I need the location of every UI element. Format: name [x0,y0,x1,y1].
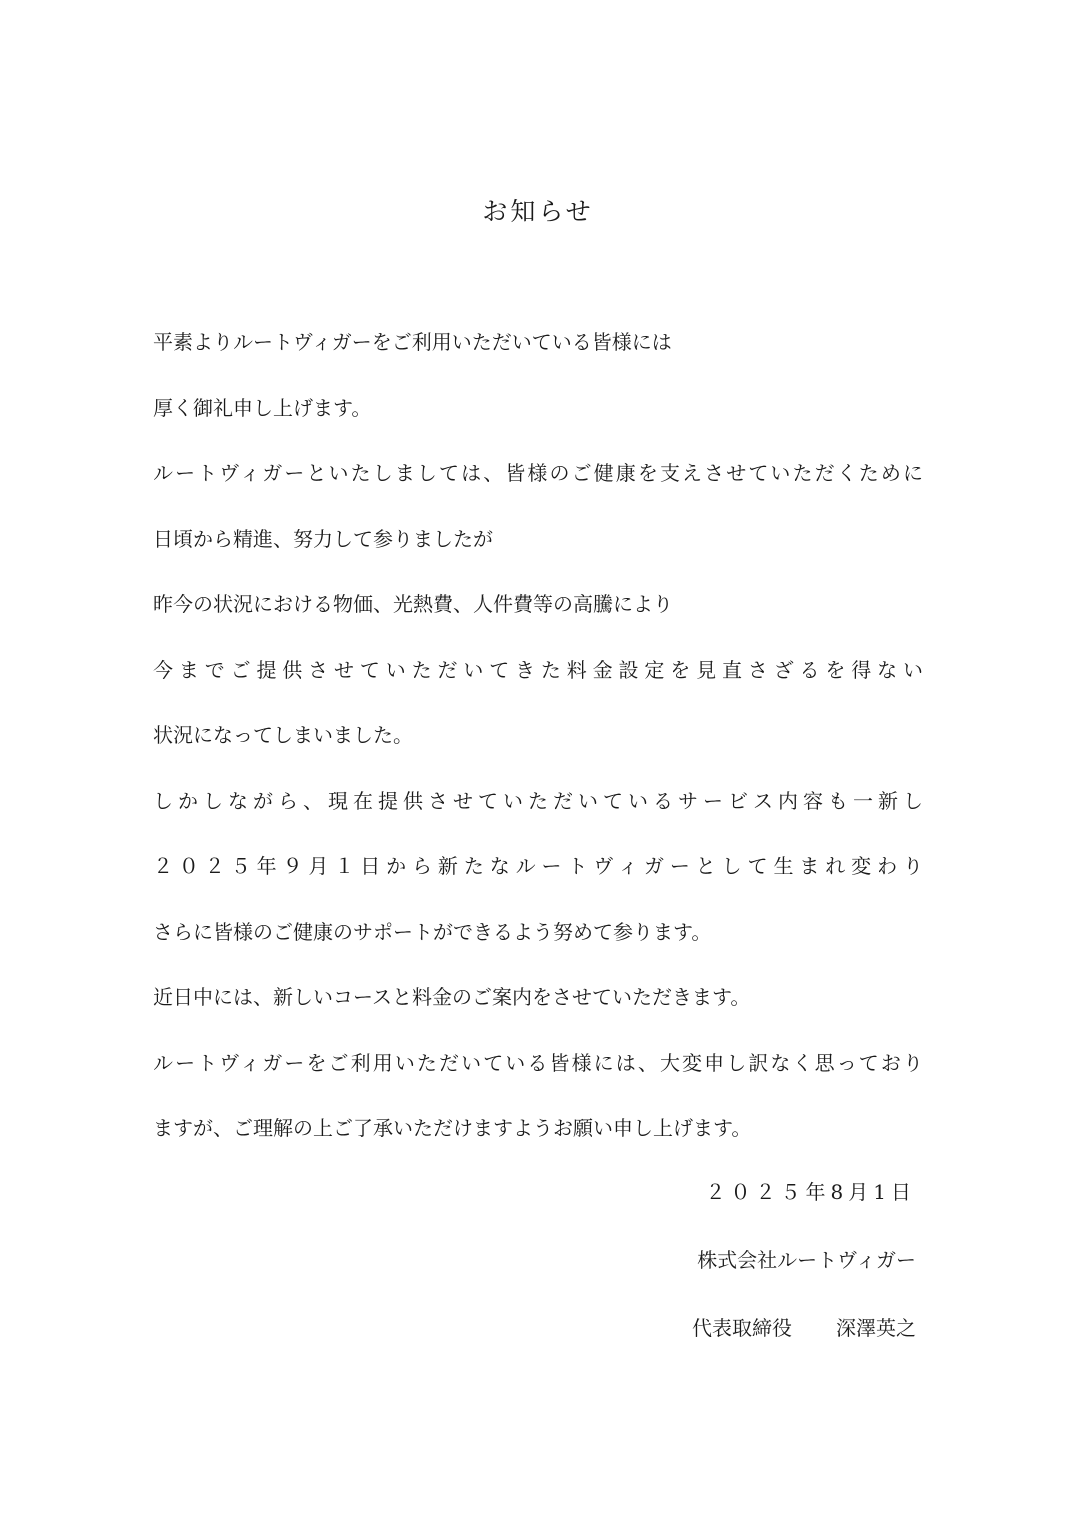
page-title: お知らせ [482,197,594,226]
representative [692,1310,916,1378]
body-line: 日頃から精進、努力して参りましたが [153,526,493,551]
body-line: 今までご提供させていただいてきた料金設定を見直さざるを得ない [153,657,923,682]
representative-name: 深澤英之 [836,1316,916,1340]
body-line: ルートヴィガーといたしましては、皆様のご健康を支えさせていただくために [153,461,923,485]
body-line: ルートヴィガーをご利用いただいている皆様には、大変申し訳なく思っており [153,1050,923,1075]
body-line: 厚く御礼申し上げます。 [153,395,372,420]
body-line: 状況になってしまいました。 [153,723,413,747]
body-line: 平素よりルートヴィガーをご利用いただいている皆様には [153,330,672,354]
body-line: 昨今の状況における物価、光熱費、人件費等の高騰により [153,592,673,616]
body-line: ２０２５年９月１日から新たなルートヴィガーとして生まれ変わり [153,854,923,878]
notice-date: ２０２５年8月1日 [705,1180,916,1204]
body-line: さらに皆様のご健康のサポートができるよう努めて参ります。 [153,919,712,944]
company-name: 株式会社ルートヴィガー [697,1248,916,1272]
representative-title: 代表取締役 [692,1316,792,1340]
body-line: しかしながら、現在提供させていただいているサービス内容も一新し [153,788,923,813]
body-line: 近日中には、新しいコースと料金のご案内をさせていただきます。 [153,985,751,1009]
body-line: ますが、ご理解の上ご了承いただけますようお願い申し上げます。 [153,1116,752,1140]
notice-body [153,324,933,1176]
signature-block [692,1174,916,1378]
